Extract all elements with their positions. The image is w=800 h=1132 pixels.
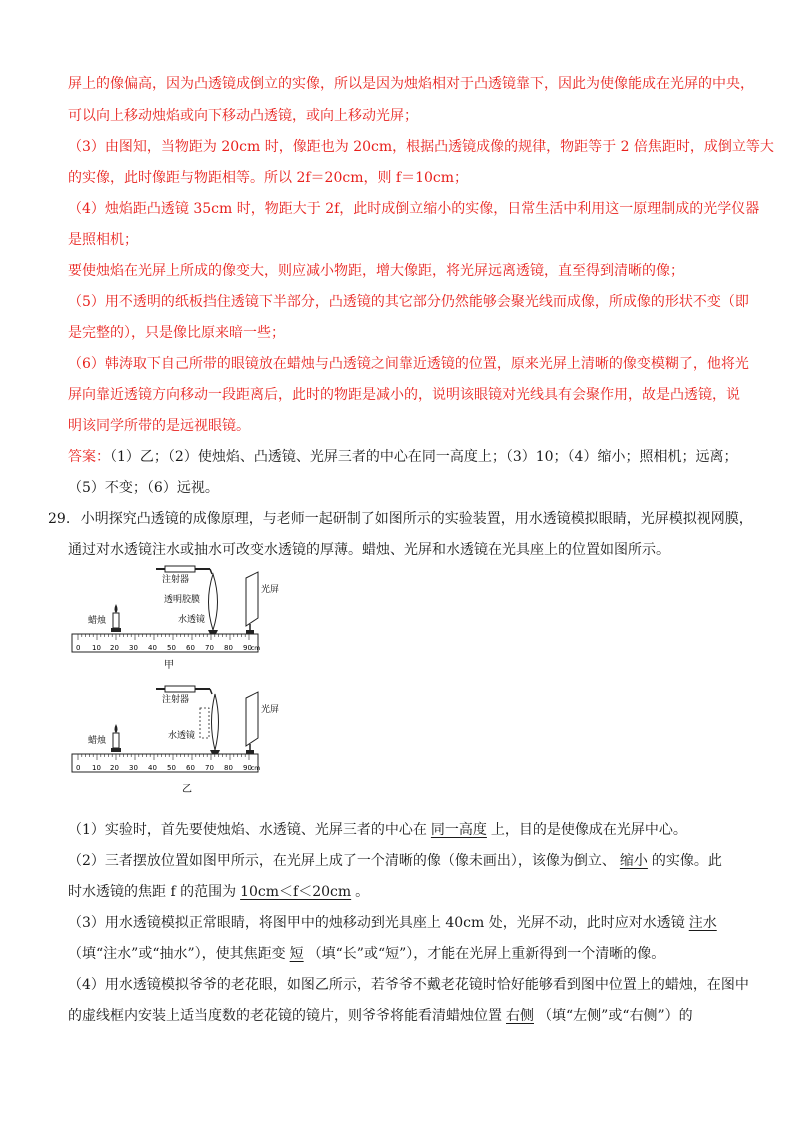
tick-50: 50: [167, 764, 176, 772]
unit-cm-a: cm: [251, 645, 261, 652]
tick-90: 90: [243, 764, 252, 772]
tick-80: 80: [224, 764, 233, 772]
sub-q4-answer: 右侧: [506, 1008, 534, 1024]
sub-q2-answer-1: 缩小: [619, 853, 648, 869]
optical-bench-b: [72, 754, 260, 772]
analysis-line-9: 是完整的），只是像比原来暗一些；: [68, 325, 285, 341]
sub-q3-text-a: （3）用水透镜模拟正常眼睛，将图甲中的烛移动到光具座上 40cm 处，光屏不动，此时应对水透镜: [68, 915, 685, 931]
sub-q1: [68, 820, 768, 840]
sub-q4-line-2: [68, 1006, 768, 1026]
sub-q3-answer-2: 短: [289, 946, 304, 962]
water-lens-label-a: 水透镜: [178, 615, 206, 625]
sub-q3-line-2: [68, 944, 768, 964]
sub-q4-text-b: 的虚线框内安装上适当度数的老花镜的镜片，则爷爷将能看清蜡烛位置: [68, 1008, 502, 1024]
sub-q2-line-2: [68, 882, 768, 902]
caption-a: 甲: [164, 660, 174, 671]
answer-line-1: [68, 447, 768, 467]
sub-q2-answer-2: 10cm＜f＜20cm: [240, 884, 352, 900]
sub-q2-text-b: 的实像。此: [651, 853, 722, 869]
analysis-line-12: 明该同学所带的是远视眼镜。: [68, 418, 250, 434]
candle-icon: [111, 604, 121, 632]
sub-q2-line-1: [68, 851, 768, 871]
answer-text-1: （1）乙；（2）使烛焰、凸透镜、光屏三者的中心在同一高度上；（3）10；（4）缩小；照相机；远离；: [110, 449, 738, 465]
screen-icon: [246, 572, 258, 634]
tick-20: 20: [110, 764, 119, 772]
analysis-line-8: （5）用不透明的纸板挡住透镜下半部分，凸透镜的其它部分仍然能够会聚光线而成像，所成像的形状不变（即: [68, 294, 749, 310]
sub-q1-answer: 同一高度: [430, 822, 487, 838]
candle-icon: [111, 724, 121, 752]
screen-label-a: 光屏: [261, 585, 280, 595]
tick-80: 80: [224, 644, 233, 652]
analysis-line-2: 可以向上移动烛焰或向下移动凸透镜，或向上移动光屏；: [68, 108, 418, 124]
answer-line-2: （5）不变；（6）远视。: [68, 480, 219, 496]
tick-30: 30: [129, 644, 138, 652]
analysis-line-7: 要使烛焰在光屏上所成的像变大，则应减小物距，增大像距，将光屏远离透镜，直至得到清晰的像；: [68, 263, 684, 279]
syringe-icon: [156, 686, 212, 694]
syringe-label-a: 注射器: [162, 575, 190, 585]
figure-b: [72, 686, 279, 795]
sub-q2-text-c: 时水透镜的焦距 f 的范围为: [68, 884, 237, 900]
candle-label-b: 蜡烛: [88, 736, 107, 746]
unit-cm-b: cm: [251, 765, 261, 772]
tick-0: 0: [76, 764, 81, 772]
sub-q4-line-1: （4）用水透镜模拟爷爷的老花眼，如图乙所示，若爷爷不戴老花镜时恰好能够看到图中位置上的蜡烛，在图中: [68, 977, 749, 993]
sub-q3-text-c: （填“长”或“短”），才能在光屏上重新得到一个清晰的像。: [307, 946, 666, 962]
analysis-line-6: 是照相机；: [68, 232, 138, 248]
tick-90: 90: [243, 644, 252, 652]
sub-q3-answer-1: 注水: [688, 915, 717, 931]
tick-10: 10: [92, 644, 101, 652]
syringe-label-b: 注射器: [162, 695, 190, 705]
tick-30: 30: [129, 764, 138, 772]
q29-line-1: [48, 509, 753, 529]
water-lens-icon: [210, 694, 220, 754]
analysis-line-1: 屏上的像偏高，因为凸透镜成倒立的实像，所以是因为烛焰相对于凸透镜靠下，因此为使像能成在光屏的中央，: [68, 76, 754, 92]
sub-q1-text-b: 上，目的是使像成在光屏中心。: [490, 822, 687, 838]
water-lens-label-b: 水透镜: [168, 731, 196, 741]
q29-number: 29.: [48, 511, 71, 527]
q29-line-2: 通过对水透镜注水或抽水可改变水透镜的厚薄。蜡烛、光屏和水透镜在光具座上的位置如图所示。: [68, 542, 670, 558]
water-lens-icon: [208, 574, 218, 634]
sub-q3-line-1: [68, 913, 768, 933]
optics-figure: [60, 560, 280, 800]
analysis-line-10: （6）韩涛取下自己所带的眼镜放在蜡烛与凸透镜之间靠近透镜的位置，原来光屏上清晰的像变模糊了，他将光: [68, 356, 749, 372]
tick-10: 10: [92, 764, 101, 772]
tick-70: 70: [205, 764, 214, 772]
tick-0: 0: [76, 644, 81, 652]
screen-icon: [246, 692, 258, 754]
sub-q2-text-a: （2）三者摆放位置如图甲所示，在光屏上成了一个清晰的像（像未画出），该像为倒立、: [68, 853, 616, 869]
tick-40: 40: [148, 764, 157, 772]
figure-a: [72, 566, 279, 671]
sub-q1-text-a: （1）实验时，首先要使烛焰、水透镜、光屏三者的中心在: [68, 822, 427, 838]
analysis-line-5: （4）烛焰距凸透镜 35cm 时，物距大于 2f，此时成倒立缩小的实像，日常生活中利用这一原理制成的光学仪器: [68, 201, 760, 217]
screen-label-b: 光屏: [261, 705, 280, 715]
caption-b: 乙: [182, 784, 192, 795]
sub-q4-text-c: （填“左侧”或“右侧”）的: [538, 1008, 693, 1024]
sub-q3-text-b: （填“注水”或“抽水”），使其焦距变: [68, 946, 286, 962]
tick-60: 60: [186, 764, 195, 772]
answer-label: 答案：: [68, 449, 110, 465]
analysis-line-11: 屏向靠近透镜方向移动一段距离后，此时的物距是减小的，说明该眼镜对光线具有会聚作用，故是凸透镜，说: [68, 387, 740, 403]
tick-40: 40: [148, 644, 157, 652]
dashed-box: [200, 708, 209, 738]
analysis-line-4: 的实像，此时像距与物距相等。所以 2f＝20cm，则 f＝10cm；: [68, 170, 469, 186]
tick-60: 60: [186, 644, 195, 652]
tick-70: 70: [205, 644, 214, 652]
tick-20: 20: [110, 644, 119, 652]
candle-label-a: 蜡烛: [88, 616, 107, 626]
tick-50: 50: [167, 644, 176, 652]
optical-bench-a: [72, 634, 260, 652]
analysis-line-3: （3）由图知，当物距为 20cm 时，像距也为 20cm，根据凸透镜成像的规律，物距等于 2 倍焦距时，成倒立等大: [68, 139, 774, 155]
membrane-label: 透明胶膜: [164, 595, 201, 605]
syringe-icon: [156, 566, 212, 574]
sub-q2-text-d: 。: [355, 884, 370, 900]
q29-text-1: 小明探究凸透镜的成像原理，与老师一起研制了如图所示的实验装置，用水透镜模拟眼睛，光屏模拟视网膜，: [80, 511, 753, 527]
